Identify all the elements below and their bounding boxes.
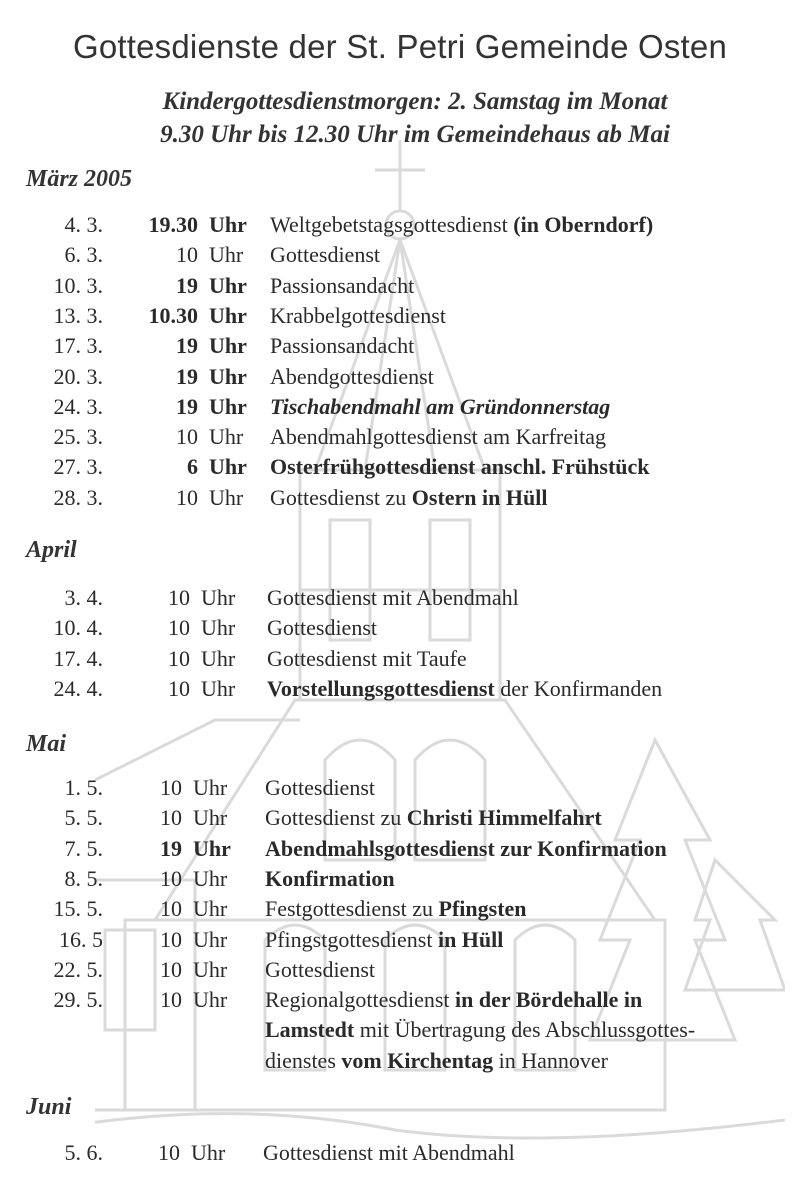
service-description: [265, 1017, 695, 1043]
description-segment: Gottesdienst: [270, 242, 380, 268]
service-hour: 19: [176, 272, 198, 298]
service-hour: 19: [176, 363, 198, 389]
service-date: 16. 5: [59, 926, 103, 952]
service-hour: 19: [176, 393, 198, 419]
service-hour: 10: [168, 645, 190, 671]
month-heading: Mai: [26, 731, 67, 757]
service-description: [270, 273, 414, 299]
schedule-row: [0, 242, 800, 272]
service-description: [265, 1048, 608, 1074]
service-time: [118, 242, 243, 268]
schedule-row: [0, 454, 800, 484]
service-time: [118, 805, 227, 831]
service-date: 5. 5.: [64, 805, 103, 831]
service-date: 8. 5.: [64, 865, 103, 891]
service-hour: 10: [160, 775, 182, 800]
service-time: [118, 424, 243, 450]
service-time-unit: Uhr: [198, 242, 244, 268]
service-date: 28. 3.: [53, 484, 103, 510]
service-time-unit: Uhr: [182, 775, 228, 800]
service-time-unit: Uhr: [198, 333, 247, 359]
service-hour: 10: [160, 987, 182, 1013]
service-description: [270, 303, 446, 329]
service-time: [118, 866, 227, 892]
service-hour: 10: [176, 424, 198, 450]
schedule-row: [0, 957, 800, 987]
service-description: [270, 333, 414, 359]
description-segment: Gottesdienst: [267, 615, 377, 641]
service-date: 10. 4.: [53, 615, 103, 641]
service-date: 3. 4.: [64, 585, 103, 610]
service-time: [118, 896, 227, 922]
service-time: [118, 646, 235, 672]
service-hour: 10: [168, 675, 190, 701]
description-segment: der Konfirmanden: [494, 675, 663, 701]
description-segment: Gottesdienst mit Abendmahl: [267, 585, 519, 610]
schedule-row: [0, 1140, 800, 1170]
description-segment: Gottesdienst zu: [270, 484, 412, 510]
service-description: [270, 364, 434, 390]
schedule-row: [0, 615, 800, 645]
description-segment: Krabbelgottesdienst: [270, 302, 446, 328]
description-segment: dienstes: [265, 1047, 342, 1073]
service-description: [265, 896, 527, 922]
description-segment: Abendgottesdienst: [270, 363, 434, 389]
service-hour: 10: [160, 956, 182, 982]
description-segment: Pfingsten: [438, 896, 527, 922]
service-time-unit: Uhr: [180, 1140, 226, 1165]
service-description: [270, 485, 547, 511]
month-heading: April: [26, 537, 77, 563]
page-title: Gottesdienste der St. Petri Gemeinde Osten: [72, 28, 728, 65]
service-time: [118, 333, 247, 359]
service-time-unit: Uhr: [198, 212, 247, 237]
service-date: 17. 4.: [53, 645, 103, 671]
service-hour: 19: [160, 835, 182, 861]
service-time-unit: Uhr: [198, 424, 244, 450]
service-time-unit: Uhr: [190, 645, 236, 671]
service-description: [265, 957, 375, 983]
service-hour: 10: [160, 865, 182, 891]
description-segment: Passionsandacht: [270, 272, 415, 298]
service-time: [118, 454, 247, 480]
description-segment: Pfingstgottesdienst: [265, 926, 438, 952]
description-segment: Gottesdienst: [265, 775, 375, 800]
service-hour: 10: [160, 926, 182, 952]
month-heading: Juni: [26, 1094, 72, 1120]
service-date: 13. 3.: [53, 302, 103, 328]
description-segment: Regionalgottesdienst: [265, 987, 456, 1013]
description-segment: vom Kirchentag: [341, 1047, 494, 1073]
service-date: 7. 5.: [64, 835, 103, 861]
service-time-unit: Uhr: [182, 987, 228, 1013]
description-segment: Weltgebetstagsgottesdienst: [270, 212, 514, 237]
service-hour: 10: [158, 1140, 180, 1165]
service-description: [270, 454, 650, 480]
service-time: [118, 1140, 225, 1166]
description-segment: in Hannover: [493, 1047, 608, 1073]
service-time-unit: Uhr: [198, 393, 247, 419]
service-time: [118, 273, 247, 299]
description-segment: in der Bördehalle in: [455, 987, 643, 1013]
service-time-unit: Uhr: [198, 484, 244, 510]
description-segment: Tischabendmahl am Gründonnerstag: [270, 393, 611, 419]
description-segment: Festgottesdienst zu: [265, 896, 439, 922]
description-segment: Gottesdienst mit Abendmahl: [263, 1140, 515, 1165]
description-segment: in Hüll: [437, 926, 504, 952]
description-segment: Christi Himmelfahrt: [406, 805, 602, 831]
service-description: [265, 987, 642, 1013]
service-time-unit: Uhr: [182, 805, 228, 831]
description-segment: Osterfrühgottesdienst anschl. Frühstück: [270, 454, 650, 480]
service-time: [118, 303, 247, 329]
service-description: [265, 866, 395, 892]
service-description: [265, 836, 667, 862]
service-time: [118, 615, 235, 641]
service-date: 1. 5.: [64, 775, 103, 800]
description-segment: Gottesdienst mit Taufe: [267, 645, 467, 671]
schedule-row: [0, 987, 800, 1017]
service-description: [265, 775, 375, 801]
service-hour: 10: [160, 896, 182, 922]
service-time-unit: Uhr: [190, 585, 236, 610]
service-time-unit: Uhr: [182, 896, 228, 922]
service-date: 4. 3.: [64, 212, 103, 237]
schedule-row: [0, 866, 800, 896]
description-segment: Abendmahlgottesdienst am Karfreitag: [270, 424, 607, 450]
service-time-unit: Uhr: [198, 363, 247, 389]
schedule-row: [0, 333, 800, 363]
service-date: 15. 5.: [53, 896, 103, 922]
month-heading: März 2005: [26, 166, 133, 192]
schedule-row: [0, 646, 800, 676]
service-date: 24. 3.: [53, 393, 103, 419]
service-description: [265, 927, 503, 953]
service-hour: 10.30: [148, 302, 198, 328]
schedule-row: [0, 303, 800, 333]
service-time-unit: Uhr: [182, 926, 228, 952]
service-date: 20. 3.: [53, 363, 103, 389]
service-hour: 19.30: [148, 212, 198, 237]
description-segment: Gottesdienst zu: [265, 805, 407, 831]
service-date: 6. 3.: [64, 242, 103, 268]
service-hour: 6: [187, 454, 198, 480]
service-date: 25. 3.: [53, 424, 103, 450]
service-time-unit: Uhr: [182, 865, 228, 891]
service-date: 24. 4.: [53, 675, 103, 701]
description-segment: Ostern in Hüll: [411, 484, 548, 510]
service-date: 17. 3.: [53, 333, 103, 359]
service-date: 22. 5.: [53, 956, 103, 982]
service-hour: 10: [168, 585, 190, 610]
schedule-row: [0, 896, 800, 926]
service-time: [118, 775, 227, 801]
service-time: [118, 676, 235, 702]
service-time: [118, 987, 227, 1013]
description-segment: Vorstellungsgottesdienst: [267, 675, 495, 701]
subtitle-line-1: Kindergottesdienstmorgen: 2. Samstag im Monat: [162, 88, 668, 115]
schedule-row: [0, 836, 800, 866]
description-segment: Lamstedt: [265, 1017, 355, 1043]
service-time-unit: Uhr: [182, 835, 231, 861]
service-description: [270, 212, 653, 238]
service-time: [118, 364, 247, 390]
service-date: 10. 3.: [53, 272, 103, 298]
schedule-row: [0, 424, 800, 454]
service-hour: 10: [176, 484, 198, 510]
service-description: [265, 805, 602, 831]
service-time: [118, 394, 247, 420]
schedule-row: [0, 805, 800, 835]
service-time-unit: Uhr: [198, 302, 247, 328]
schedule-row: [0, 927, 800, 957]
service-hour: 10: [160, 805, 182, 831]
service-time: [118, 836, 231, 862]
service-description: [263, 1140, 515, 1166]
service-description: [270, 424, 606, 450]
service-description: [267, 585, 519, 611]
description-segment: (in Oberndorf): [513, 212, 654, 237]
service-description: [267, 615, 377, 641]
service-hour: 10: [168, 615, 190, 641]
service-hour: 19: [176, 333, 198, 359]
schedule-row: [0, 1048, 800, 1078]
description-segment: mit Übertragung des Abschlussgottes-: [354, 1017, 696, 1043]
service-description: [270, 242, 380, 268]
service-date: 29. 5.: [53, 987, 103, 1013]
service-date: 5. 6.: [64, 1140, 103, 1165]
description-segment: Passionsandacht: [270, 333, 415, 359]
service-time-unit: Uhr: [190, 675, 236, 701]
schedule-row: [0, 676, 800, 706]
service-time: [118, 485, 243, 511]
schedule-row: [0, 212, 800, 242]
schedule-row: [0, 394, 800, 424]
service-description: [270, 394, 610, 420]
service-time-unit: Uhr: [190, 615, 236, 641]
schedule-row: [0, 585, 800, 615]
service-hour: 10: [176, 242, 198, 268]
service-time-unit: Uhr: [198, 272, 247, 298]
service-time-unit: Uhr: [182, 956, 228, 982]
description-segment: Gottesdienst: [265, 956, 375, 982]
schedule-row: [0, 273, 800, 303]
service-time: [118, 957, 227, 983]
schedule-row: [0, 775, 800, 805]
service-time-unit: Uhr: [198, 454, 247, 480]
service-description: [267, 646, 467, 672]
description-segment: Abendmahlsgottesdienst zur Konfirmation: [265, 835, 667, 861]
service-date: 27. 3.: [53, 454, 103, 480]
service-time: [118, 212, 247, 238]
service-time: [118, 585, 235, 611]
schedule-row: [0, 364, 800, 394]
schedule-row: [0, 1017, 800, 1047]
subtitle-line-2: 9.30 Uhr bis 12.30 Uhr im Gemeindehaus ab Mai: [160, 121, 670, 148]
schedule-row: [0, 485, 800, 515]
description-segment: Konfirmation: [265, 865, 395, 891]
service-description: [267, 676, 662, 702]
service-time: [118, 927, 227, 953]
